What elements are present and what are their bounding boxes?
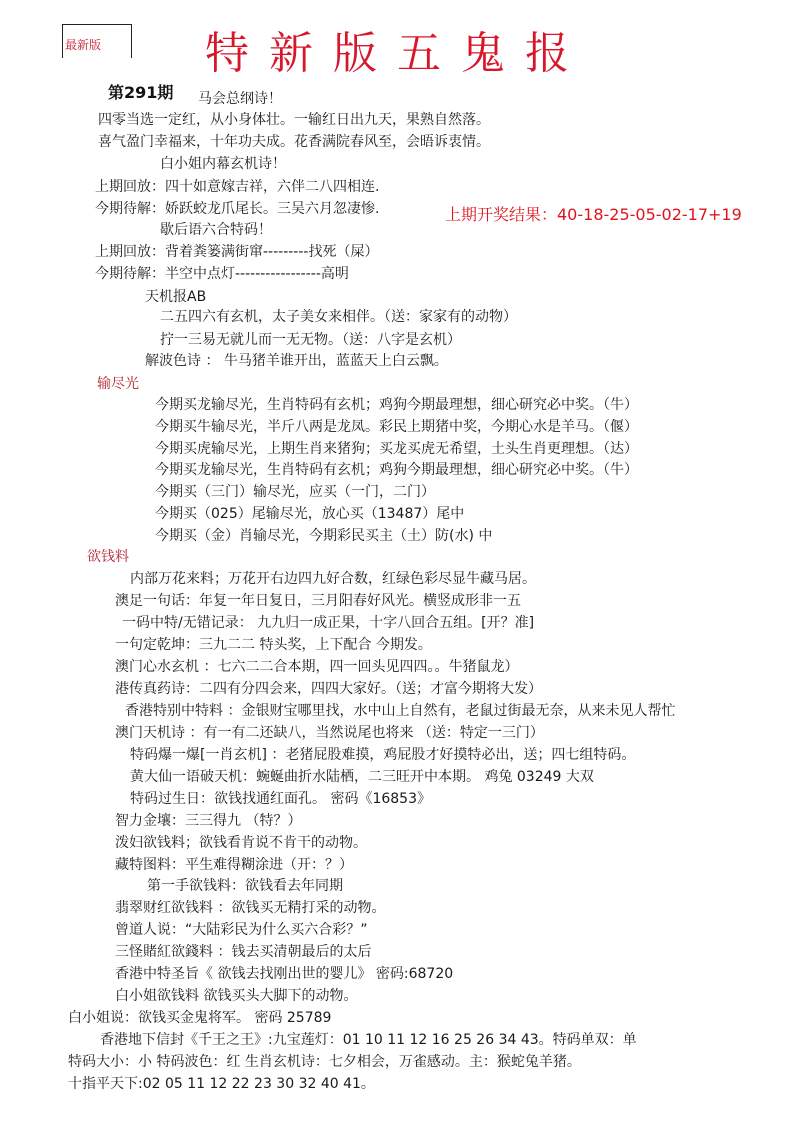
text-line: 特码过生日：欲钱找通红面孔。 密码《16853》 xyxy=(130,791,431,807)
text-line: 澳门天机诗 ：有一有二还缺八，当然说尾也将来 （送：特定一三门） xyxy=(115,725,544,741)
text-line: 今期买（025）尾输尽光，放心买（13487）尾中 xyxy=(155,506,465,522)
text-line: 今期买龙输尽光，生肖特码有玄机；鸡狗今期最理想，细心研究必中奖。（牛） xyxy=(155,397,638,413)
text-line: 香港地下信封《千王之王》:九宝莲灯：01 10 11 12 16 25 26 34 43。特码单双：单 xyxy=(100,1032,637,1048)
text-line: 喜气盈门幸福来，十年功夫成。花香满院春风至，会晤诉衷情。 xyxy=(98,134,490,150)
text-line: 香港中特圣旨《 欲钱去找刚出世的婴儿》 密码:68720 xyxy=(115,966,454,982)
text-line: 今期买（三门）输尽光，应买（一门，二门） xyxy=(155,484,435,500)
text-line: 三怪賭紅欲錢料 ：钱去买清朝最后的太后 xyxy=(115,944,372,960)
text-line: 翡翠财红欲钱料 ：欲钱买无精打采的动物。 xyxy=(115,900,386,916)
text-line: 澳足一句话：年复一年日复日，三月阳春好风光。横竖成形非一五 xyxy=(115,593,521,609)
text-line: 上期回放：四十如意嫁吉祥，六伴二八四相连. xyxy=(95,179,380,195)
text-line: 二五四六有玄机，太子美女来相伴。（送：家家有的动物） xyxy=(160,309,517,325)
section-heading: 欲钱料 xyxy=(87,549,129,565)
text-line: 今期买虎输尽光，上期生肖来猪狗；买龙买虎无希望，土头生肖更理想。（达） xyxy=(155,441,638,457)
issue-number: 第291期 xyxy=(108,83,174,102)
text-line: 曾道人说：“大陆彩民为什么买六合彩？” xyxy=(115,922,368,938)
text-line: 一句定乾坤：三九二二 特头奖，上下配合 今期发。 xyxy=(115,637,432,653)
last-draw-result: 上期开奖结果：40-18-25-05-02-17+19 xyxy=(445,205,742,224)
text-line: 今期待解：娇跃蛟龙爪尾长。三吴六月忽凄惨. xyxy=(95,201,380,217)
text-line: 天机报AB xyxy=(145,289,207,305)
text-line: 今期待解：半空中点灯-----------------高明 xyxy=(95,266,349,282)
text-line: 四零当选一定红，从小身体壮。一输红日出九天，果熟自然落。 xyxy=(98,112,490,128)
text-line: 智力金壤：三三得九 （特？） xyxy=(115,813,302,829)
text-line: 白小姐欲钱料 欲钱买头大脚下的动物。 xyxy=(115,988,358,1004)
text-line: 香港特别中特料 ：金银财宝哪里找，水中山上自然有，老鼠过街最无奈，从来未见人帮忙 xyxy=(125,703,676,719)
text-line: 黄大仙一语破天机：蜿蜒曲折水陆栖，二三旺开中本期。 鸡兔 03249 大双 xyxy=(130,769,594,785)
text-line: 特码爆一爆[一肖玄机] ：老猪屁股难摸，鸡屁股才好摸特必出，送；四七组特码。 xyxy=(130,747,636,763)
text-line: 拧一三易无就儿而一无无物。（送：八字是玄机） xyxy=(160,332,461,348)
text-line: 内部万花来料；万花开右边四九好合数，红绿色彩尽显牛藏马居。 xyxy=(130,571,536,587)
text-line: 港传真药诗：二四有分四会来，四四大家好。（送；才富今期将大发） xyxy=(115,681,542,697)
text-line: 解波色诗 ： 牛马猪羊谁开出，蓝蓝天上白云飘。 xyxy=(145,353,448,369)
edition-badge: 最新版 xyxy=(65,38,102,52)
text-line: 澳门心水玄机 ：七六二二合本期，四一回头见四四。。牛猪鼠龙） xyxy=(115,659,519,675)
text-line: 马会总纲诗！ xyxy=(198,91,282,107)
text-line: 白小姐内幕玄机诗！ xyxy=(160,156,286,172)
text-line: 上期回放：背着粪篓满街窜---------找死（屎） xyxy=(95,244,379,260)
text-line: 白小姐说：欲钱买金鬼将军。 密码 25789 xyxy=(68,1010,332,1026)
text-line: 藏特图料：平生难得糊涂进（开：？） xyxy=(115,857,353,873)
text-line: 第一手欲钱料：欲钱看去年同期 xyxy=(147,878,343,894)
text-line: 特码大小：小 特码波色：红 生肖玄机诗：七夕相会，万雀感动。主：猴蛇兔羊猪。 xyxy=(68,1054,581,1070)
text-line: 今期买龙输尽光，生肖特码有玄机；鸡狗今期最理想，细心研究必中奖。（牛） xyxy=(155,462,638,478)
text-line: 泼妇欲钱料；欲钱看肯说不肯干的动物。 xyxy=(115,835,367,851)
section-heading: 输尽光 xyxy=(97,376,139,392)
text-line: 今期买牛输尽光，半斤八两是龙凤。彩民上期猪中奖，今期心水是羊马。（偃） xyxy=(155,419,638,435)
text-line: 今期买（金）肖输尽光，今期彩民买主（土）防(水) 中 xyxy=(155,528,493,544)
text-line: 歇后语六合特码！ xyxy=(160,222,272,238)
text-line: 一码中特/无错记录： 九九归一成正果，十字八回合五组。[开？准] xyxy=(122,615,535,631)
text-line: 十指平天下:02 05 11 12 22 23 30 32 40 41。 xyxy=(68,1076,375,1092)
page-title: 特新版五鬼报 xyxy=(205,28,589,79)
